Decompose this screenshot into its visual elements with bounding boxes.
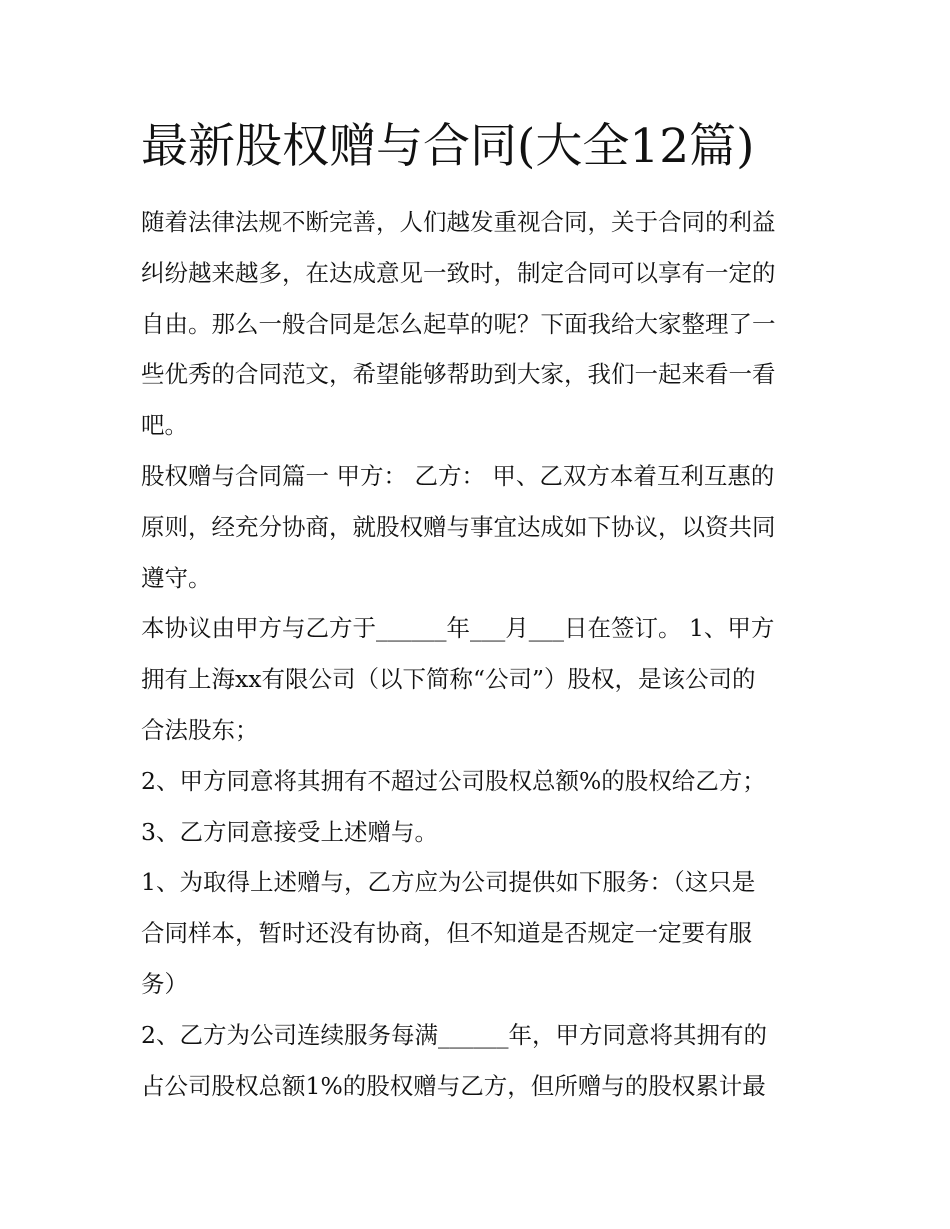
text-line: 纠纷越来越多，在达成意见一致时，制定合同可以享有一定的: [141, 258, 776, 287]
text-line: 遵守。: [141, 563, 212, 592]
text-line: 些优秀的合同范文，希望能够帮助到大家，我们一起来看一看: [141, 360, 776, 389]
document-title: 最新股权赠与合同(大全12篇): [141, 119, 755, 174]
text-line: 本协议由甲方与乙方于______年___月___日在签订。 1、甲方: [141, 614, 775, 643]
text-line: 1、为取得上述赠与，乙方应为公司提供如下服务：（这只是: [141, 868, 756, 897]
paragraph-intro: [141, 197, 811, 451]
text-line: 2、甲方同意将其拥有不超过公司股权总额%的股权给乙方；: [141, 766, 766, 795]
paragraph-contract-one: [141, 451, 811, 603]
text-line: 吧。: [141, 411, 188, 440]
paragraph-clause-3: [141, 807, 811, 858]
paragraph-service-1: [141, 857, 811, 1009]
text-line: 占公司股权总额1%的股权赠与乙方，但所赠与的股权累计最: [141, 1071, 766, 1100]
text-line: 股权赠与合同篇一 甲方： 乙方： 甲、乙双方本着互利互惠的: [141, 461, 775, 490]
text-line: 原则，经充分协商，就股权赠与事宜达成如下协议，以资共同: [141, 512, 776, 541]
text-line: 3、乙方同意接受上述赠与。: [141, 817, 438, 846]
text-line: 随着法律法规不断完善，人们越发重视合同，关于合同的利益: [141, 208, 776, 236]
document-body: [141, 197, 811, 1111]
text-line: 拥有上海xx有限公司（以下简称“公司”）股权，是该公司的: [141, 665, 756, 694]
text-line: 合法股东；: [141, 715, 259, 744]
paragraph-service-2: [141, 1010, 811, 1112]
paragraph-clause-2: [141, 756, 811, 807]
paragraph-signing: [141, 603, 811, 755]
text-line: 自由。那么一般合同是怎么起草的呢？下面我给大家整理了一: [141, 309, 776, 338]
text-line: 2、乙方为公司连续服务每满______年，甲方同意将其拥有的: [141, 1020, 767, 1049]
text-line: 务）: [141, 969, 188, 998]
text-line: 合同样本，暂时还没有协商，但不知道是否规定一定要有服: [141, 919, 752, 948]
